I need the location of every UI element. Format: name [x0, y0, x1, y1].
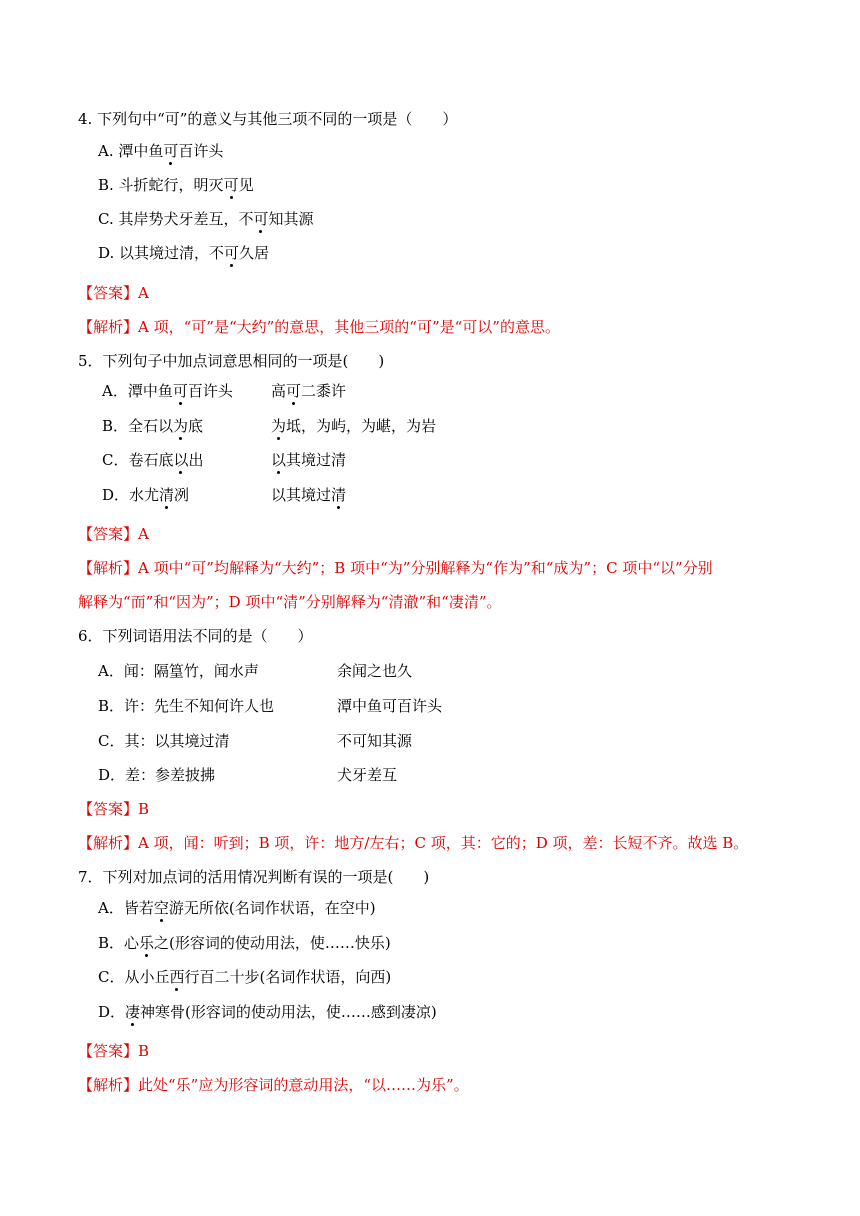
q6-option-d-right: 犬牙差互	[337, 766, 398, 784]
emphasis-dot: 以	[173, 451, 189, 469]
q5-option-c-right: 以其境过清	[271, 451, 347, 469]
emphasis-dot: 为	[271, 417, 287, 435]
emphasis-dot: 以	[271, 451, 287, 469]
q7-analysis: 【解析】此处“乐”应为形容词的意动用法，“以……为乐”。	[78, 1076, 469, 1094]
q5-option-c: C．卷石底以出	[102, 451, 204, 469]
q6-analysis: 【解析】A 项，闻：听到；B 项，许：地方/左右；C 项，其：它的；D 项，差：长短不齐。故选 B。	[78, 834, 749, 852]
q5-option-a: A．潭中鱼可百许头	[102, 382, 233, 400]
q7-answer: 【答案】B	[78, 1042, 150, 1060]
q4-option-c: C. 其岸势犬牙差互，不可知其源	[98, 210, 314, 228]
q5-analysis-line-2: 解释为“而”和“因为”；D 项中“清”分别解释为“清澈”和“凄清”。	[78, 593, 502, 611]
q6-option-d: D．差：参差披拂	[98, 766, 216, 784]
q4-option-d: D. 以其境过清，不可久居	[98, 244, 270, 262]
emphasis-dot: 可	[223, 176, 239, 194]
q4-answer: 【答案】A	[78, 284, 149, 302]
q5-option-d-right: 以其境过清	[271, 486, 347, 504]
q5-option-b-right: 为坻，为屿，为嵁，为岩	[271, 417, 437, 435]
emphasis-dot: 可	[224, 244, 240, 262]
q6-option-a-right: 余闻之也久	[337, 662, 413, 680]
q7-option-d: D．凄神寒骨(形容词的使动用法，使……感到凄凉)	[98, 1003, 437, 1021]
emphasis-dot: 清	[159, 486, 175, 504]
q7-option-a: A．皆若空游无所依(名词作状语，在空中)	[98, 899, 376, 917]
q7-stem: 7．下列对加点词的活用情况判断有误的一项是( )	[78, 868, 430, 886]
q6-option-a: A．闻：隔篁竹，闻水声	[98, 662, 259, 680]
emphasis-dot: 清	[331, 486, 347, 504]
q5-answer: 【答案】A	[78, 525, 149, 543]
q5-option-d: D．水尤清冽	[102, 486, 190, 504]
emphasis-dot: 西	[169, 968, 185, 986]
q4-stem: 4. 下列句中“可”的意义与其他三项不同的一项是（ ）	[78, 110, 458, 128]
q4-analysis: 【解析】A 项，“可”是“大约”的意思，其他三项的“可”是“可以”的意思。	[78, 318, 560, 336]
emphasis-dot: 可	[253, 210, 269, 228]
q6-option-b-right: 潭中鱼可百许头	[337, 697, 443, 715]
emphasis-dot: 乐	[139, 934, 155, 952]
q6-stem: 6．下列词语用法不同的是（ ）	[78, 627, 313, 645]
q6-option-c: C．其：以其境过清	[98, 732, 230, 750]
q6-answer: 【答案】B	[78, 800, 150, 818]
emphasis-dot: 可	[163, 142, 179, 160]
q7-option-b: B．心乐之(形容词的使动用法，使……快乐)	[98, 934, 391, 952]
q6-option-b: B．许：先生不知何许人也	[98, 697, 275, 715]
q5-analysis-line-1: 【解析】A 项中“可”均解释为“大约”；B 项中“为”分别解释为“作为”和“成为”；C 项中“以”分别	[78, 559, 713, 577]
q7-option-c: C．从小丘西行百二十步(名词作状语，向西)	[98, 968, 392, 986]
emphasis-dot: 空	[153, 899, 169, 917]
q4-option-a: A. 潭中鱼可百许头	[98, 142, 224, 160]
q5-stem: 5．下列句子中加点词意思相同的一项是( )	[78, 352, 385, 370]
q5-option-b: B．全石以为底	[102, 417, 204, 435]
emphasis-dot: 凄	[125, 1003, 141, 1021]
q6-option-c-right: 不可知其源	[337, 732, 413, 750]
q4-option-b: B. 斗折蛇行，明灭可见	[98, 176, 254, 194]
emphasis-dot: 可	[286, 382, 302, 400]
emphasis-dot: 为	[173, 417, 189, 435]
emphasis-dot: 可	[172, 382, 188, 400]
q5-option-a-right: 高可二黍许	[271, 382, 347, 400]
